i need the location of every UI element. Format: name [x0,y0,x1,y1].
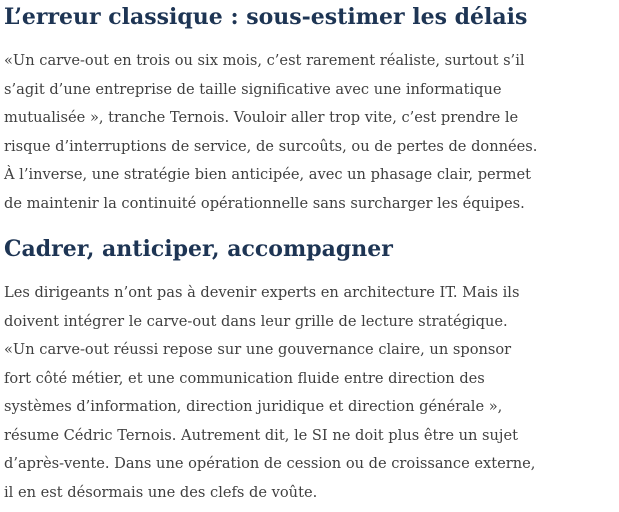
paragraph-line: doivent intégrer le carve-out dans leur grille de lecture stratégique. [4,312,508,330]
paragraph-line: fort côté métier, et une communication fluide entre direction des [4,369,485,387]
section-heading-cadrer: Cadrer, anticiper, accompagner [4,236,393,262]
article-body [4,0,616,507]
paragraph-line: «Un carve-out réussi repose sur une gouvernance claire, un sponsor [4,341,512,358]
paragraph-line: Les dirigeants n’ont pas à devenir experts en architecture IT. Mais ils [4,284,520,301]
paragraph-line: il en est désormais une des clefs de voûte. [4,483,318,501]
paragraph-line: systèmes d’information, direction juridique et direction générale », [4,398,503,415]
paragraph-line: d’après-vente. Dans une opération de cession ou de croissance externe, [4,455,536,472]
paragraph-line: de maintenir la continuité opérationnelle sans surcharger les équipes. [4,194,525,212]
section-paragraph-erreur-classique [4,47,616,218]
paragraph-line: résume Cédric Ternois. Autrement dit, le SI ne doit plus être un sujet [4,426,518,444]
section-paragraph-cadrer [4,279,616,507]
paragraph-line: s’agit d’une entreprise de taille significative avec une informatique [4,80,502,98]
paragraph-line: «Un carve-out en trois ou six mois, c’est rarement réaliste, surtout s’il [4,52,525,69]
paragraph-line: risque d’interruptions de service, de surcoûts, ou de pertes de données. [4,137,538,155]
section-heading-erreur-classique: L’erreur classique : sous-estimer les délais [4,4,528,30]
paragraph-line: mutualisée », tranche Ternois. Vouloir aller trop vite, c’est prendre le [4,109,519,126]
paragraph-line: À l’inverse, une stratégie bien anticipée, avec un phasage clair, permet [4,166,531,183]
